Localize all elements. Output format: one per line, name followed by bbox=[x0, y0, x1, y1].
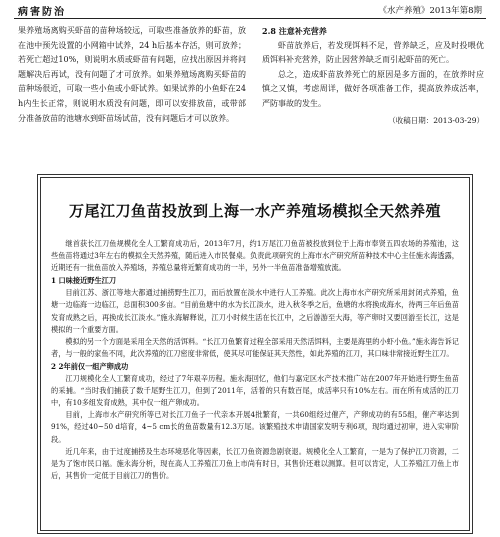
left-column-text: 果养殖场离购买虾苗的苗种场较远，可取些准备放养的虾苗，放在池中预先设置的小网箱中试养，24 h后基本存活，则可放养；若死亡超过10%，则说明水质或虾苗有问题，应找出原因并将问题解决后再试，没有问题了才可放养。如果养殖场离购买虾苗的苗种场很近，可取一些小鱼或小虾试养。如果试养的小鱼虾在24 h内生长正常，则说明水质没有问题，即可以安排放苗，或带部分准备放苗的池塘水到虾苗场试苗，没有问题后才可以放养。 bbox=[18, 26, 246, 123]
header-rule bbox=[14, 18, 486, 19]
paragraph: 总之，造成虾苗放养死亡的原因是多方面的，在放养时应慎之又慎，考虑周详，做好各项准备工作，提高放养成活率，严防事故的发生。 bbox=[262, 69, 484, 108]
paragraph: 近几年来，由于过度捕捞及生态环境恶化等因素，长江刀鱼资源急剧衰退。规模化全人工繁育，一是为了保护江刀资源，二是为了饱市民口福。施永海分析，现在高人工养殖江刀鱼上市尚有时日，其售价还难以测算。但可以肯定，人工养殖江刀鱼上市后，其售价一定低于目前江刀的售价。 bbox=[51, 446, 459, 480]
page-header bbox=[0, 0, 500, 20]
paragraph: 虾苗放养后，若发现饵料不足，营养缺乏，应及时投喂优质饵料补充营养，防止因营养缺乏而引起虾苗的死亡。 bbox=[262, 40, 484, 65]
paragraph: 模拟的另一个方面是采用全天然的活饵料。“长江刀鱼繁育过程全部采用天然活饵料，主要是海里的小虾小鱼。”施永海告诉记者，与一般的家鱼不同，此次养殖的江刀密度非常低，使其尽可能保证其天然性，如此养殖的江刀，其口味非常接近野生江刀。 bbox=[51, 336, 459, 358]
paragraph: 江刀规模化全人工繁育成功，经过了7年艰辛历程。施永海回忆，他们与嘉定区水产技术推广站在2007年开始进行野生鱼苗的采捕。“当时我们捕获了数千尾野生江刀，但到了2011年，活着的只有数百尾，成活率只有10%左右。而在所有成活的江刀中，有10多组发育成熟，其中仅一组产卵成功。 bbox=[51, 374, 459, 408]
section-label: 病害防治 bbox=[18, 7, 66, 18]
journal-label: 《水产养殖》2013年第8期 bbox=[378, 6, 482, 16]
section-heading: 2 2年前仅一组产卵成功 bbox=[51, 361, 129, 371]
news-box bbox=[40, 177, 470, 531]
paragraph: 目前江苏、浙江等地大都通过捕捞野生江刀，而后放置在淡水中进行人工养殖。此次上海市水产研究所采用封闭式养殖，鱼塘一边临海一边临江，总面积300多亩。“目前鱼塘中的水为长江淡水，进入秋冬季之后，鱼塘的水将换成海水，待两三年后鱼苗发育成熟之后，再换成长江淡水。”施永海解释说，江刀小时候生活在长江中，之后游游至大海，等产卵时又要回游至长江，这是模拟的一个重要方面。 bbox=[51, 288, 459, 334]
paragraph: 目前，上海市水产研究所等已对长江刀鱼子一代亲本开展4批繁育，一共60组经过催产，产卵成功的有55组，催产率达到91%，经过40~50 d培育，4~5 cm长的鱼苗数量有12.3万尾。该繁殖技术申请国家发明专利6项，现均通过初审，进入实审阶段。 bbox=[51, 410, 459, 444]
paragraph: 继首获长江刀鱼规模化全人工繁育成功后，2013年7月，约1万尾江刀鱼苗被投放到位于上海市奉贤五四农场的养殖池，这些鱼苗将通过3年左右的模拟全天然养殖，随后进入市民餐桌。负责此项研究的上海市水产研究所苗种技术中心主任施永海透露，近期还有一批鱼苗放入养殖场，养殖总量将近繁育成功的一半，另外一半鱼苗准备增殖放流。 bbox=[51, 239, 459, 273]
article-title: 万尾江刀鱼苗投放到上海一水产养殖场模拟全天然养殖 bbox=[68, 202, 441, 220]
received-date: （收稿日期：2013-03-29） bbox=[388, 115, 484, 125]
section-heading: 2.8 注意补充营养 bbox=[262, 26, 327, 36]
article-body bbox=[51, 238, 459, 482]
section-heading: 1 口味接近野生江刀 bbox=[51, 276, 117, 286]
right-column bbox=[262, 24, 484, 128]
